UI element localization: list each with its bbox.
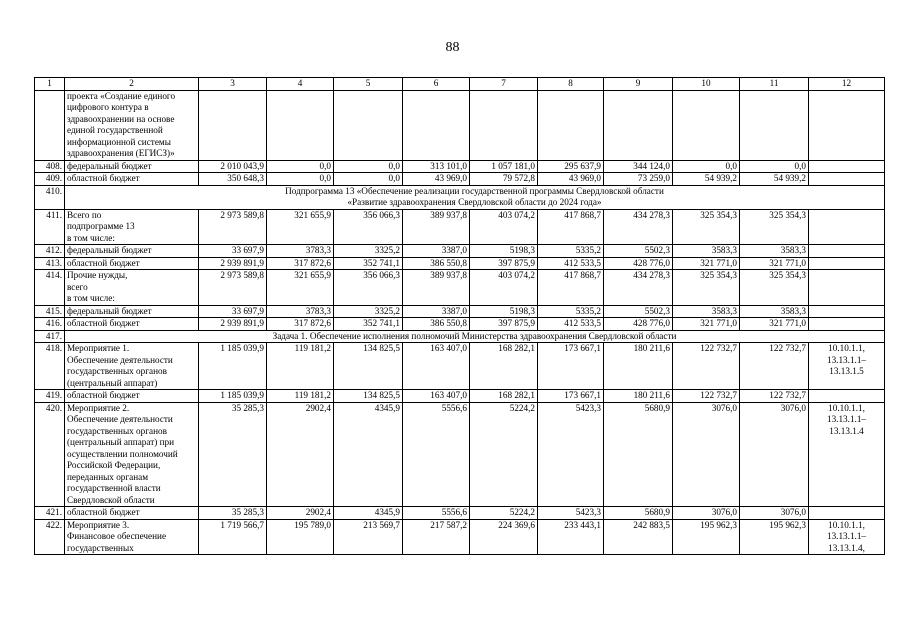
table-row (35, 318, 885, 331)
value-cell: 195 962,3 (740, 519, 809, 555)
value-cell: 325 354,3 (740, 209, 809, 245)
value-cell: 5556,6 (403, 507, 470, 520)
column-number-header: 9 (604, 78, 673, 91)
section-title-line: Подпрограмма 13 «Обеспечение реализации государственной программы Свердловской области (285, 185, 664, 196)
value-cell: 325 354,3 (740, 270, 809, 306)
value-cell: 0,0 (334, 173, 403, 186)
value-cell (334, 90, 403, 160)
row-number: 422. (35, 519, 65, 555)
value-cell: 389 937,8 (403, 209, 470, 245)
indicator-numbers-line: 13.13.1.4, (828, 542, 865, 553)
value-cell (538, 90, 604, 160)
value-cell: 168 282,1 (470, 390, 538, 403)
column-number-header: 6 (403, 78, 470, 91)
value-cell: 1 719 566,7 (199, 519, 267, 555)
row-label-line: областной бюджет (67, 390, 140, 400)
table-row (35, 160, 885, 173)
value-cell: 3076,0 (740, 507, 809, 520)
table-row (35, 245, 885, 258)
value-cell: 195 789,0 (267, 519, 334, 555)
indicator-numbers (809, 402, 885, 507)
value-cell: 122 732,7 (673, 343, 740, 390)
row-label (65, 343, 199, 390)
row-number: 413. (35, 257, 65, 270)
value-cell: 35 285,3 (199, 402, 267, 507)
value-cell: 295 637,9 (538, 160, 604, 173)
row-label-line: Мероприятие 1. (67, 343, 130, 353)
indicator-numbers-line: 10.10.1.1, (828, 343, 865, 353)
table-row (35, 90, 885, 160)
value-cell: 356 066,3 (334, 270, 403, 306)
row-label-line: в том числе: (67, 232, 115, 243)
row-number: 412. (35, 245, 65, 258)
value-cell: 5502,3 (604, 305, 673, 318)
row-label-line: Финансовое обеспечение (67, 531, 167, 541)
column-number-header: 12 (809, 78, 885, 91)
row-number: 408. (35, 160, 65, 173)
column-number-header: 3 (199, 78, 267, 91)
row-number: 420. (35, 402, 65, 507)
value-cell: 5335,2 (538, 305, 604, 318)
indicator-numbers (809, 318, 885, 331)
value-cell: 5423,3 (538, 402, 604, 507)
value-cell: 2902,4 (267, 402, 334, 507)
value-cell: 428 776,0 (604, 257, 673, 270)
table-row (35, 402, 885, 507)
column-number-header: 5 (334, 78, 403, 91)
row-label-line: информационной системы (67, 136, 171, 147)
value-cell: 2 939 891,9 (199, 318, 267, 331)
row-label-line: переданных органам (67, 471, 149, 482)
value-cell: 350 648,3 (199, 173, 267, 186)
row-label (65, 173, 199, 186)
indicator-numbers (809, 173, 885, 186)
value-cell: 3076,0 (673, 402, 740, 507)
row-label-line: Мероприятие 3. (67, 519, 130, 530)
indicator-numbers-line: 13.13.1.5 (829, 366, 864, 376)
value-cell (199, 90, 267, 160)
table-row (35, 173, 885, 186)
value-cell (604, 90, 673, 160)
value-cell: 122 732,7 (673, 390, 740, 403)
value-cell: 5680,9 (604, 507, 673, 520)
value-cell: 325 354,3 (673, 209, 740, 245)
row-number: 411. (35, 209, 65, 245)
row-label-line: (центральный аппарат) при (67, 437, 175, 447)
value-cell: 163 407,0 (403, 390, 470, 403)
row-label-line: подпрограмме 13 (67, 221, 135, 231)
row-label-line: Всего по (67, 209, 102, 220)
indicator-numbers (809, 90, 885, 160)
value-cell: 233 443,1 (538, 519, 604, 555)
row-label (65, 507, 199, 520)
value-cell: 352 741,1 (334, 257, 403, 270)
value-cell: 0,0 (267, 160, 334, 173)
row-label-line: цифрового контура в (67, 102, 149, 112)
value-cell: 0,0 (740, 160, 809, 173)
indicator-numbers-line: 10.10.1.1, (828, 519, 865, 530)
value-cell (740, 90, 809, 160)
row-label-line: областной бюджет (67, 507, 140, 517)
value-cell: 5556,6 (403, 402, 470, 507)
row-label-line: Свердловской области (67, 494, 155, 505)
row-label-line: Мероприятие 2. (67, 402, 130, 413)
row-label (65, 519, 199, 555)
row-label-line: федеральный бюджет (67, 305, 152, 316)
value-cell: 3583,3 (673, 245, 740, 258)
row-label-line: здравоохранении на основе (67, 113, 175, 124)
column-number-header: 4 (267, 78, 334, 91)
indicator-numbers (809, 245, 885, 258)
value-cell: 35 285,3 (199, 507, 267, 520)
row-number (35, 90, 65, 160)
table-row (35, 270, 885, 306)
value-cell (403, 90, 470, 160)
value-cell: 122 732,7 (740, 390, 809, 403)
value-cell: 3076,0 (740, 402, 809, 507)
value-cell: 321 771,0 (740, 318, 809, 331)
row-number: 417. (35, 330, 65, 343)
indicator-numbers-line: 13.13.1.4 (829, 425, 864, 436)
value-cell: 5198,3 (470, 305, 538, 318)
value-cell (267, 90, 334, 160)
value-cell: 5224,2 (470, 507, 538, 520)
row-label-line: единой государственной (67, 125, 163, 135)
value-cell: 195 962,3 (673, 519, 740, 555)
row-label (65, 305, 199, 318)
row-label-line: (центральный аппарат) (67, 377, 158, 388)
row-label-line: Российской Федерации, (67, 460, 161, 470)
indicator-numbers (809, 209, 885, 245)
value-cell: 317 872,6 (267, 318, 334, 331)
value-cell: 213 569,7 (334, 519, 403, 555)
value-cell: 134 825,5 (334, 390, 403, 403)
row-label-line: областной бюджет (67, 173, 140, 183)
value-cell: 33 697,9 (199, 305, 267, 318)
row-label-line: областной бюджет (67, 257, 140, 268)
value-cell: 2 010 043,9 (199, 160, 267, 173)
table-row (35, 209, 885, 245)
value-cell: 217 587,2 (403, 519, 470, 555)
page-number: 88 (445, 40, 460, 55)
indicator-numbers (809, 507, 885, 520)
row-number: 416. (35, 318, 65, 331)
indicator-numbers (809, 270, 885, 306)
column-number-header: 1 (35, 78, 65, 91)
row-label-line: в том числе: (67, 293, 115, 303)
row-label-line: осуществлении полномочий (67, 448, 178, 459)
value-cell: 352 741,1 (334, 318, 403, 331)
column-number-header: 7 (470, 78, 538, 91)
value-cell: 2 973 589,8 (199, 209, 267, 245)
row-number: 415. (35, 305, 65, 318)
row-label-line: государственных (67, 542, 134, 553)
row-label-line: федеральный бюджет (67, 160, 152, 171)
section-title-line: Задача 1. Обеспечение исполнения полномочий Министерства здравоохранения Свердловской области (272, 330, 677, 341)
value-cell: 434 278,3 (604, 270, 673, 306)
section-row (35, 185, 885, 209)
value-cell: 417 868,7 (538, 270, 604, 306)
row-label-line: Обеспечение деятельности (67, 414, 173, 424)
value-cell: 403 074,2 (470, 270, 538, 306)
value-cell: 3387,0 (403, 245, 470, 258)
column-number-header: 2 (65, 78, 199, 91)
row-label (65, 160, 199, 173)
value-cell: 224 369,6 (470, 519, 538, 555)
row-label (65, 402, 199, 507)
value-cell: 3783,3 (267, 245, 334, 258)
value-cell: 5335,2 (538, 245, 604, 258)
row-number: 410. (35, 185, 65, 209)
row-label (65, 318, 199, 331)
value-cell: 321 655,9 (267, 270, 334, 306)
indicator-numbers-line: 13.13.1.1– (826, 531, 867, 541)
value-cell: 356 066,3 (334, 209, 403, 245)
value-cell (673, 90, 740, 160)
row-label-line: всего (67, 281, 88, 292)
row-label (65, 257, 199, 270)
value-cell: 3325,2 (334, 245, 403, 258)
table-row (35, 305, 885, 318)
table-row (35, 507, 885, 520)
indicator-numbers (809, 343, 885, 390)
row-label-line: государственных органов (67, 366, 167, 376)
row-number: 409. (35, 173, 65, 186)
indicator-numbers (809, 305, 885, 318)
row-label-line: Обеспечение деятельности (67, 354, 173, 365)
indicator-numbers (809, 257, 885, 270)
row-label-line: федеральный бюджет (67, 245, 152, 255)
value-cell: 1 185 039,9 (199, 390, 267, 403)
table-header-row (35, 78, 885, 91)
value-cell: 1 185 039,9 (199, 343, 267, 390)
indicator-numbers (809, 160, 885, 173)
table-row (35, 257, 885, 270)
row-label-line: здравоохранения (ЕГИСЗ)» (67, 148, 175, 158)
value-cell: 0,0 (334, 160, 403, 173)
row-label-line: проекта «Создание единого (67, 90, 176, 101)
value-cell: 180 211,6 (604, 390, 673, 403)
value-cell: 386 550,8 (403, 257, 470, 270)
value-cell: 43 969,0 (403, 173, 470, 186)
value-cell: 2 973 589,8 (199, 270, 267, 306)
value-cell: 397 875,9 (470, 257, 538, 270)
row-label (65, 270, 199, 306)
value-cell: 321 655,9 (267, 209, 334, 245)
value-cell: 73 259,0 (604, 173, 673, 186)
table-row (35, 390, 885, 403)
budget-table (34, 77, 885, 555)
row-number: 414. (35, 270, 65, 306)
value-cell: 242 883,5 (604, 519, 673, 555)
value-cell: 119 181,2 (267, 343, 334, 390)
value-cell: 321 771,0 (673, 257, 740, 270)
value-cell: 2902,4 (267, 507, 334, 520)
value-cell (470, 90, 538, 160)
value-cell: 317 872,6 (267, 257, 334, 270)
section-title (65, 185, 885, 209)
section-title (65, 330, 885, 343)
value-cell: 321 771,0 (740, 257, 809, 270)
value-cell: 3387,0 (403, 305, 470, 318)
row-label (65, 209, 199, 245)
value-cell: 0,0 (267, 173, 334, 186)
value-cell: 5198,3 (470, 245, 538, 258)
value-cell: 0,0 (673, 160, 740, 173)
row-number: 418. (35, 343, 65, 390)
value-cell: 5680,9 (604, 402, 673, 507)
value-cell: 434 278,3 (604, 209, 673, 245)
value-cell: 3583,3 (740, 245, 809, 258)
value-cell: 1 057 181,0 (470, 160, 538, 173)
indicator-numbers (809, 390, 885, 403)
value-cell: 417 868,7 (538, 209, 604, 245)
value-cell: 397 875,9 (470, 318, 538, 331)
value-cell: 79 572,8 (470, 173, 538, 186)
table-row (35, 519, 885, 555)
value-cell: 412 533,5 (538, 257, 604, 270)
value-cell: 344 124,0 (604, 160, 673, 173)
value-cell: 5423,3 (538, 507, 604, 520)
value-cell: 403 074,2 (470, 209, 538, 245)
row-label-line: Прочие нужды, (67, 270, 128, 280)
column-number-header: 10 (673, 78, 740, 91)
value-cell: 173 667,1 (538, 390, 604, 403)
value-cell: 3583,3 (673, 305, 740, 318)
row-label (65, 245, 199, 258)
value-cell: 3783,3 (267, 305, 334, 318)
value-cell: 428 776,0 (604, 318, 673, 331)
indicator-numbers-line: 13.13.1.1– (826, 414, 867, 424)
value-cell: 321 771,0 (673, 318, 740, 331)
row-label (65, 90, 199, 160)
row-number: 421. (35, 507, 65, 520)
value-cell: 33 697,9 (199, 245, 267, 258)
row-label-line: государственных органов (67, 425, 167, 436)
indicator-numbers-line: 10.10.1.1, (828, 402, 865, 413)
row-label (65, 390, 199, 403)
value-cell: 3076,0 (673, 507, 740, 520)
value-cell: 2 939 891,9 (199, 257, 267, 270)
value-cell: 412 533,5 (538, 318, 604, 331)
section-title-line: «Развитие здравоохранения Свердловской области до 2024 года» (347, 197, 602, 207)
value-cell: 119 181,2 (267, 390, 334, 403)
value-cell: 3583,3 (740, 305, 809, 318)
row-label-line: областной бюджет (67, 318, 140, 328)
row-number: 419. (35, 390, 65, 403)
value-cell: 389 937,8 (403, 270, 470, 306)
value-cell: 5224,2 (470, 402, 538, 507)
value-cell: 173 667,1 (538, 343, 604, 390)
value-cell: 386 550,8 (403, 318, 470, 331)
value-cell: 163 407,0 (403, 343, 470, 390)
indicator-numbers-line: 13.13.1.1– (826, 354, 867, 365)
table-row (35, 343, 885, 390)
value-cell: 122 732,7 (740, 343, 809, 390)
section-row (35, 330, 885, 343)
value-cell: 4345,9 (334, 507, 403, 520)
indicator-numbers (809, 519, 885, 555)
value-cell: 180 211,6 (604, 343, 673, 390)
value-cell: 54 939,2 (740, 173, 809, 186)
column-number-header: 8 (538, 78, 604, 91)
value-cell: 313 101,0 (403, 160, 470, 173)
row-label-line: государственной власти (67, 483, 161, 493)
value-cell: 4345,9 (334, 402, 403, 507)
value-cell: 168 282,1 (470, 343, 538, 390)
value-cell: 54 939,2 (673, 173, 740, 186)
column-number-header: 11 (740, 78, 809, 91)
value-cell: 325 354,3 (673, 270, 740, 306)
value-cell: 3325,2 (334, 305, 403, 318)
value-cell: 5502,3 (604, 245, 673, 258)
value-cell: 134 825,5 (334, 343, 403, 390)
value-cell: 43 969,0 (538, 173, 604, 186)
